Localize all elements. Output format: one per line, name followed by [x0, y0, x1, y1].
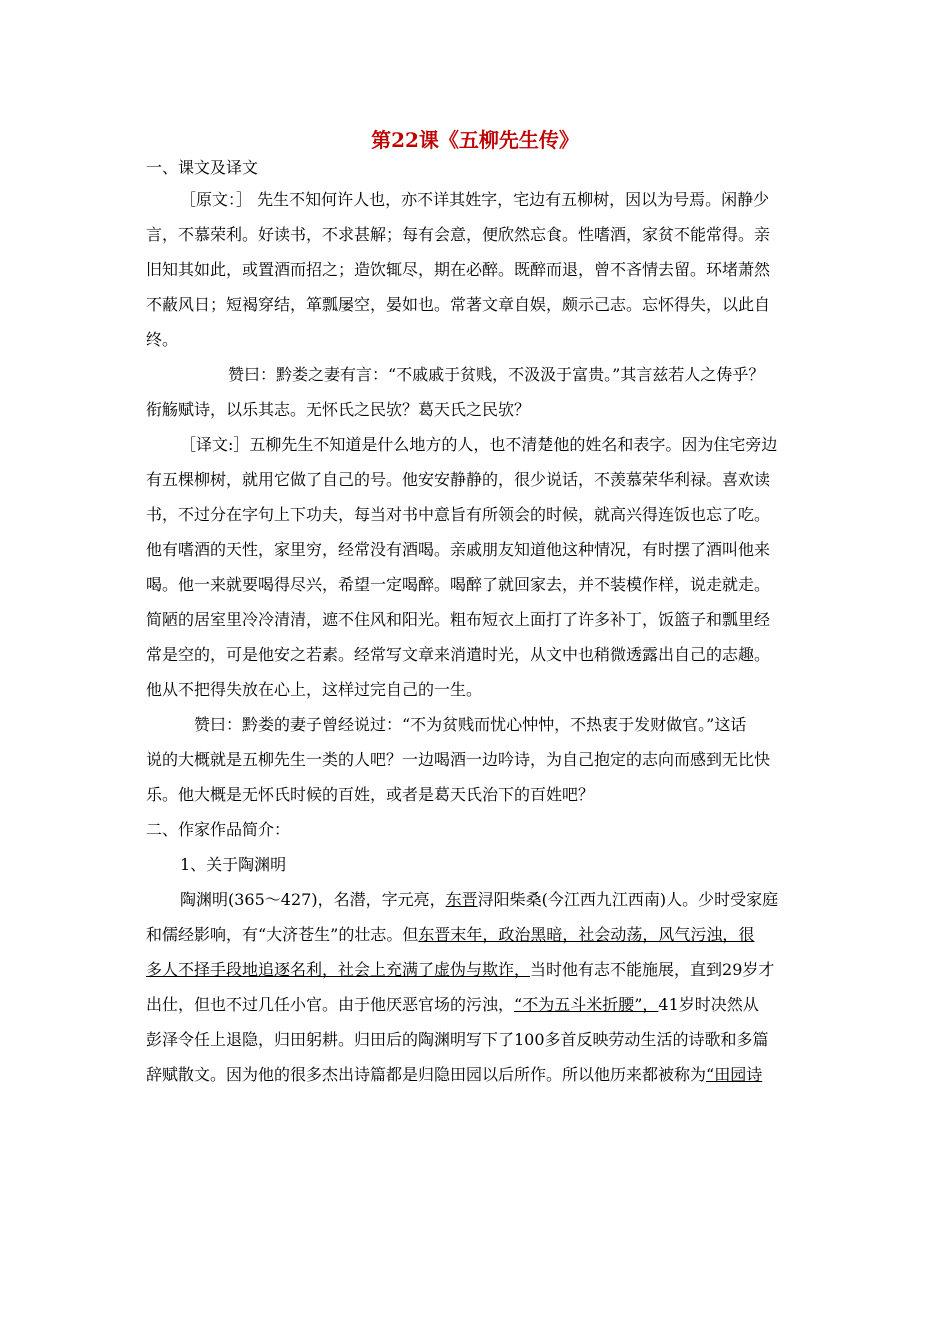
original-line-2: 言，不慕荣利。好读书，不求甚解；每有会意，便欣然忘食。性嗜酒，家贫不能常得。亲	[146, 225, 771, 244]
original-line-5: 终。	[146, 330, 179, 349]
original-line-3: 旧知其如此，或置酒而招之；造饮辄尽，期在必醉。既醉而退，曾不吝情去留。环堵萧然	[146, 260, 771, 279]
bio-line-4: 出仕，但也不过几任小官。由于他厌恶官场的污浊，“不为五斗米折腰”，41岁时决然从	[146, 995, 759, 1014]
translation-line-5: 喝。他一来就要喝得尽兴，希望一定喝醉。喝醉了就回家去，并不装模作样，说走就走。	[146, 575, 771, 594]
original-line-1: ［原文：］ 先生不知何许人也，亦不详其姓字，宅边有五柳树，因以为号焉。闲静少	[180, 190, 770, 209]
bio-line-3: 多人不择手段地追逐名利，社会上充满了虚伪与欺诈，当时他有志不能施展，直到29岁才	[146, 960, 775, 979]
section-heading-text-translation: 一、课文及译文	[146, 158, 259, 177]
underlined-dongjin: 东晋	[445, 890, 478, 909]
translation-line-1: ［译文:］五柳先生不知道是什么地方的人，也不清楚他的姓名和表字。因为住宅旁边	[180, 435, 778, 454]
bio-line-6: 辞赋散文。因为他的很多杰出诗篇都是归隐田园以后所作。所以他历来都被称为“田园诗	[146, 1065, 763, 1084]
translation-line-7: 常是空的，可是他安之若素。经常写文章来消遣时光，从文中也稍微透露出自己的志趣。	[146, 645, 771, 664]
section-heading-author-intro: 二、作家作品简介：	[146, 820, 291, 839]
original-zan-line-2: 衔觞赋诗，以乐其志。无怀氏之民欤？葛天氏之民欤？	[146, 400, 531, 419]
subheading-about-tao-yuanming: 1、关于陶渊明	[180, 855, 287, 874]
bio-line-2: 和儒经影响，有“大济苍生”的壮志。但东晋末年，政治黑暗，社会动荡，风气污浊，很	[146, 925, 755, 944]
translation-line-3: 书，不过分在字句上下功夫，每当对书中意旨有所领会的时候，就高兴得连饭也忘了吃。	[146, 505, 771, 524]
translation-zan-line-1: 赞曰：黔娄的妻子曾经说过：“不为贫贱而忧心忡忡，不热衷于发财做官。”这话	[194, 715, 747, 734]
original-zan-line-1: 赞曰：黔娄之妻有言：“不戚戚于贫贱，不汲汲于富贵。”其言兹若人之俦乎？	[228, 365, 765, 384]
underlined-wudoumi: “不为五斗米折腰”，	[514, 995, 659, 1014]
page-title: 第22课《五柳先生传》	[371, 128, 579, 152]
original-line-4: 不蔽风日；短褐穿结，箪瓢屡空，晏如也。常著文章自娱，颇示己志。忘怀得失，以此自	[146, 295, 771, 314]
underlined-tianyuan: “田园诗	[706, 1065, 763, 1084]
translation-line-8: 他从不把得失放在心上，这样过完自己的一生。	[146, 680, 483, 699]
translation-line-4: 他有嗜酒的天性，家里穷，经常没有酒喝。亲戚朋友知道他这种情况，有时摆了酒叫他来	[146, 540, 771, 559]
bio-line-1: 陶渊明(365～427)，名潜，字元亮，东晋浔阳柴桑(今江西九江西南)人。少时受家庭	[180, 890, 779, 909]
translation-zan-line-2: 说的大概就是五柳先生一类的人吧？一边喝酒一边吟诗，为自己抱定的志向而感到无比快	[146, 750, 771, 769]
translation-line-6: 简陋的居室里冷冷清清，遮不住风和阳光。粗布短衣上面打了许多补丁，饭篮子和瓢里经	[146, 610, 771, 629]
bio-line-5: 彭泽令任上退隐，归田躬耕。归田后的陶渊明写下了100多首反映劳动生活的诗歌和多篇	[146, 1030, 769, 1049]
underlined-politics: 东晋末年，政治黑暗，社会动荡，风气污浊，很	[418, 925, 755, 944]
underlined-society: 多人不择手段地追逐名利，社会上充满了虚伪与欺诈，	[146, 960, 531, 979]
translation-line-2: 有五棵柳树，就用它做了自己的号。他安安静静的，很少说话，不羡慕荣华利禄。喜欢读	[146, 470, 771, 489]
translation-zan-line-3: 乐。他大概是无怀氏时候的百姓，或者是葛天氏治下的百姓吧？	[146, 785, 595, 804]
